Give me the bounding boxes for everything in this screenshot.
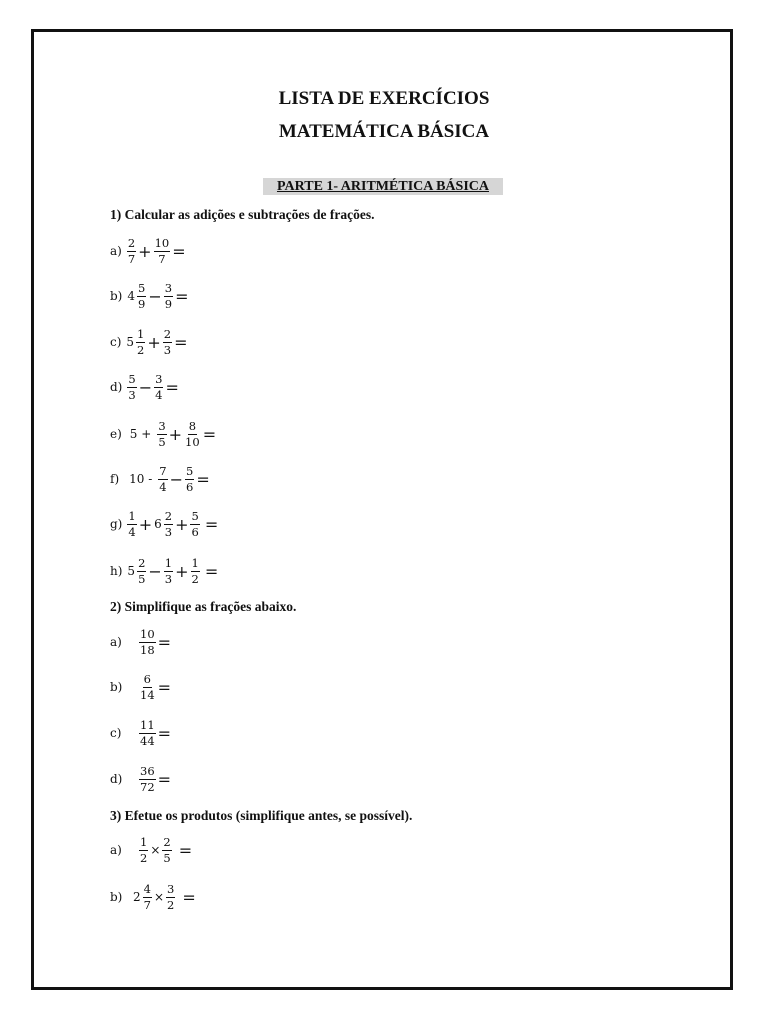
fraction: $\frac{10}{18}$ — [140, 626, 155, 657]
equals-sign: = — [157, 677, 172, 697]
fraction: $\frac{5}{9}$ — [138, 280, 146, 311]
operator: + — [147, 332, 161, 352]
whole-number: 5 — [127, 564, 136, 578]
fraction: $\frac{2}{3}$ — [164, 508, 173, 539]
operator: + — [175, 561, 189, 581]
equals-sign: = — [157, 723, 172, 743]
item-label: b) — [110, 680, 123, 694]
item-label: h) — [110, 564, 123, 578]
fraction: $\frac{4}{7}$ — [143, 881, 151, 912]
whole-number: 4 — [127, 289, 136, 303]
q1-item-h — [110, 551, 219, 591]
equals-sign: = — [204, 561, 219, 581]
equals-sign: = — [157, 632, 172, 652]
fraction: $\frac{1}{4}$ — [128, 508, 136, 539]
item-label: a) — [110, 244, 122, 258]
whole-number: 5 — [126, 335, 135, 349]
item-label: g) — [110, 517, 123, 531]
q3-item-a — [110, 830, 193, 870]
operator: − — [148, 561, 162, 581]
operator: + — [138, 514, 153, 534]
q1-item-f — [110, 459, 211, 499]
item-label: b) — [110, 890, 123, 904]
fraction: $\frac{7}{4}$ — [159, 463, 167, 494]
operator: + — [138, 241, 152, 261]
equals-sign: = — [204, 514, 219, 534]
fraction: $\frac{2}{5}$ — [138, 555, 146, 586]
part-heading: PARTE 1- ARITMÉTICA BÁSICA — [263, 178, 503, 195]
operator: − — [138, 377, 153, 397]
whole-number: 2 — [133, 890, 141, 904]
prefix-term: 10 - — [129, 472, 153, 486]
document-title: LISTA DE EXERCÍCIOS — [278, 88, 490, 109]
multiply-operator: × — [153, 890, 165, 904]
equals-sign: = — [174, 332, 188, 352]
equals-sign: = — [202, 424, 217, 444]
q1-item-c — [110, 322, 189, 362]
fraction: $\frac{10}{7}$ — [154, 235, 170, 266]
equals-sign: = — [165, 377, 179, 397]
q3-item-b — [110, 877, 197, 917]
operator: − — [148, 286, 162, 306]
equals-sign: = — [182, 887, 196, 907]
q2-item-c — [110, 713, 172, 753]
item-label: d) — [110, 772, 123, 786]
q2-item-d — [110, 759, 172, 799]
document-subtitle: MATEMÁTICA BÁSICA — [278, 121, 490, 142]
item-label: a) — [110, 843, 122, 857]
fraction: $\frac{1}{2}$ — [137, 326, 145, 357]
fraction: $\frac{5}{6}$ — [191, 508, 199, 539]
operator: + — [168, 424, 183, 444]
equals-sign: = — [178, 840, 193, 860]
q2-item-a — [110, 622, 172, 662]
fraction: $\frac{5}{6}$ — [186, 463, 194, 494]
fraction: $\frac{3}{2}$ — [167, 881, 175, 912]
q1-item-g — [110, 504, 219, 544]
fraction: $\frac{8}{10}$ — [185, 418, 200, 449]
operator: + — [175, 514, 189, 534]
equals-sign: = — [157, 769, 172, 789]
fraction: $\frac{1}{2}$ — [191, 555, 199, 586]
question-2-heading: 2) Simplifique as frações abaixo. — [110, 599, 297, 614]
item-label: e) — [110, 427, 122, 441]
question-1-heading: 1) Calcular as adições e subtrações de frações. — [110, 207, 375, 222]
question-3-heading: 3) Efetue os produtos (simplifique antes, se possível). — [110, 808, 413, 823]
fraction: $\frac{36}{72}$ — [140, 763, 155, 794]
item-label: b) — [110, 289, 123, 303]
fraction: $\frac{6}{14}$ — [140, 671, 155, 702]
fraction: $\frac{3}{9}$ — [164, 280, 173, 311]
q1-item-b — [110, 276, 189, 316]
item-label: a) — [110, 635, 122, 649]
fraction: $\frac{3}{4}$ — [155, 371, 163, 402]
item-label: d) — [110, 380, 123, 394]
multiply-operator: × — [150, 843, 161, 857]
fraction: $\frac{11}{44}$ — [140, 717, 155, 748]
fraction: $\frac{5}{3}$ — [128, 371, 136, 402]
fraction: $\frac{2}{7}$ — [127, 235, 136, 266]
q1-item-a — [110, 231, 187, 271]
prefix-term: 5 + — [129, 427, 152, 441]
item-label: f) — [110, 472, 120, 486]
item-label: c) — [110, 726, 122, 740]
fraction: $\frac{3}{5}$ — [158, 418, 166, 449]
fraction: $\frac{1}{3}$ — [164, 555, 173, 586]
q1-item-d — [110, 367, 180, 407]
fraction: $\frac{2}{5}$ — [163, 834, 171, 865]
fraction: $\frac{1}{2}$ — [140, 834, 148, 865]
equals-sign: = — [175, 286, 189, 306]
q2-item-b — [110, 667, 172, 707]
whole-number: 6 — [154, 517, 162, 531]
equals-sign: = — [196, 469, 210, 489]
q1-item-e — [110, 414, 217, 454]
item-label: c) — [110, 335, 122, 349]
operator: − — [169, 469, 183, 489]
equals-sign: = — [172, 241, 186, 261]
fraction: $\frac{2}{3}$ — [163, 326, 172, 357]
